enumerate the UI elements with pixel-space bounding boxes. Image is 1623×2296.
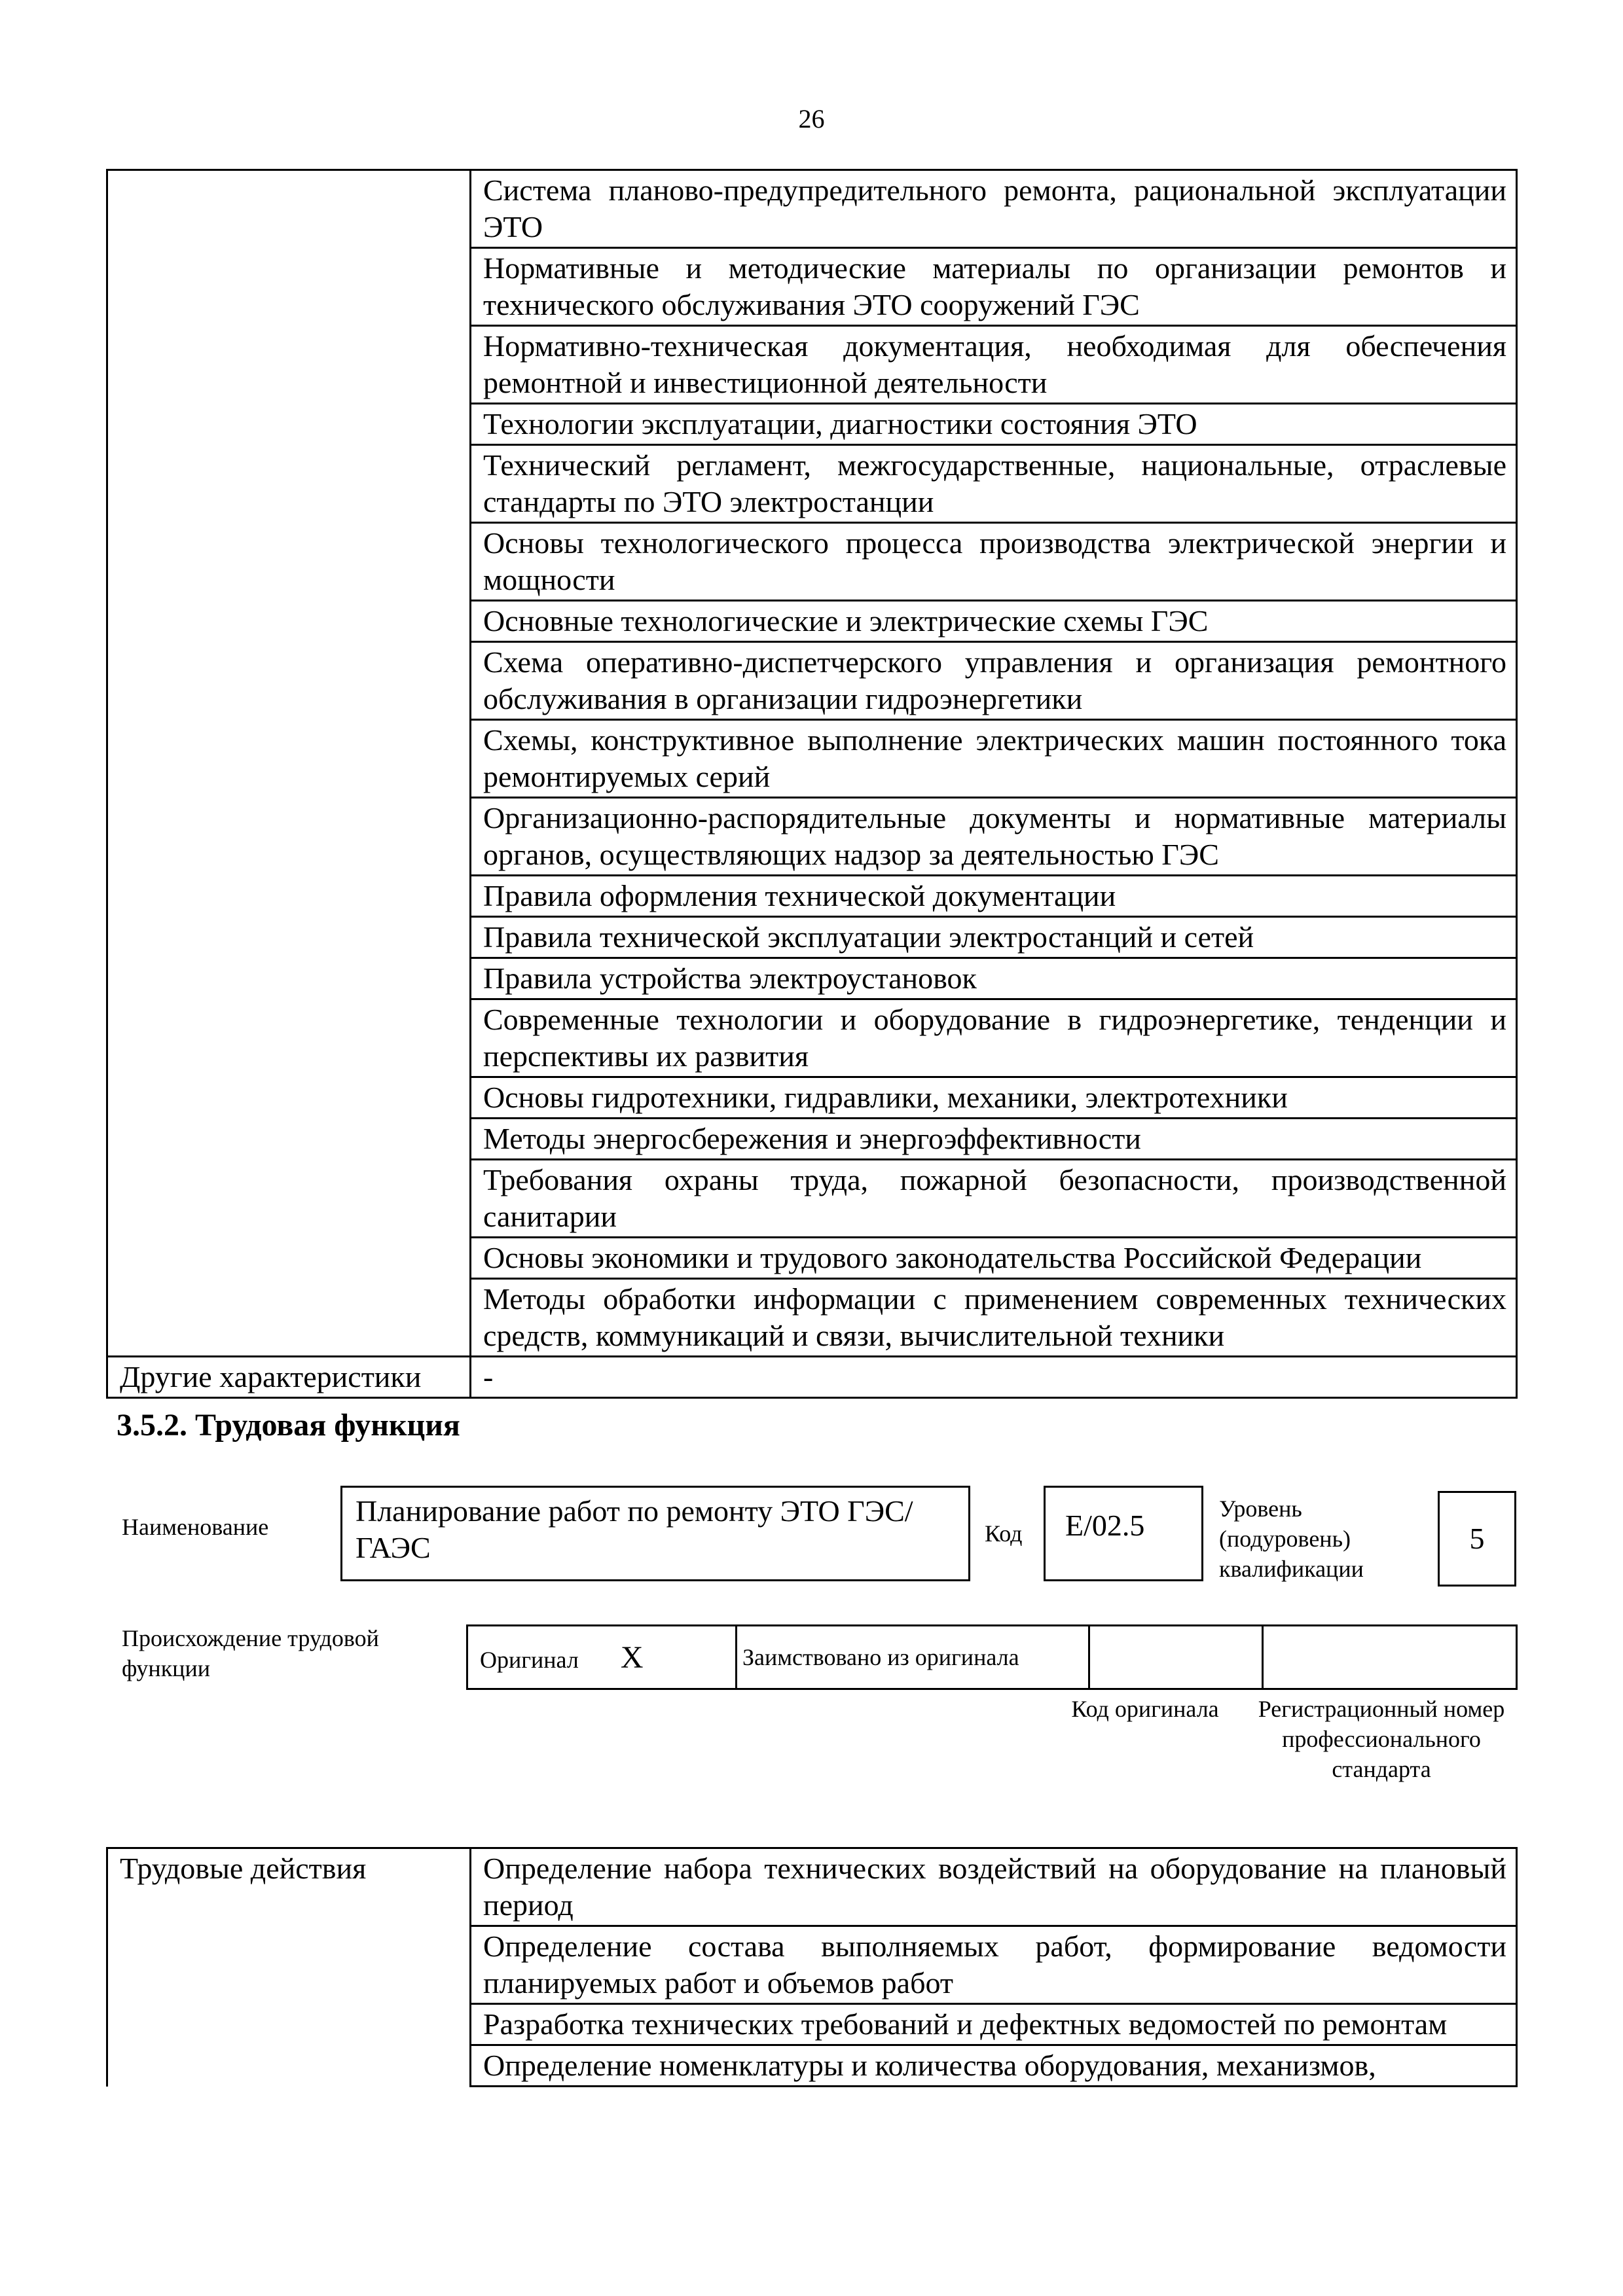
knowledge-label-cell bbox=[107, 170, 471, 248]
knowledge-row bbox=[107, 876, 1517, 917]
knowledge-label-cell bbox=[107, 958, 471, 999]
knowledge-item: Методы энергосбережения и энергоэффективности bbox=[471, 1119, 1517, 1160]
actions-label-cell bbox=[107, 1926, 471, 2004]
knowledge-item: Основы экономики и трудового законодательства Российской Федерации bbox=[471, 1238, 1517, 1279]
knowledge-label-cell bbox=[107, 999, 471, 1077]
action-item: Определение набора технических воздействий на оборудование на плановый период bbox=[471, 1848, 1517, 1926]
knowledge-item: Правила технической эксплуатации электростанций и сетей bbox=[471, 917, 1517, 958]
knowledge-row bbox=[107, 642, 1517, 720]
knowledge-row bbox=[107, 170, 1517, 248]
page-number: 26 bbox=[798, 104, 825, 134]
reg-number-cell bbox=[1263, 1626, 1517, 1689]
code-value: E/02.5 bbox=[1065, 1509, 1145, 1542]
section-heading: 3.5.2. Трудовая функция bbox=[117, 1408, 460, 1443]
knowledge-row bbox=[107, 999, 1517, 1077]
level-value: 5 bbox=[1469, 1522, 1485, 1555]
knowledge-item: Схемы, конструктивное выполнение электрических машин постоянного тока ремонтируемых серий bbox=[471, 720, 1517, 798]
knowledge-item: Основы технологического процесса производства электрической энергии и мощности bbox=[471, 523, 1517, 601]
knowledge-row bbox=[107, 326, 1517, 404]
knowledge-label-cell bbox=[107, 1077, 471, 1119]
knowledge-label-cell bbox=[107, 404, 471, 445]
actions-label: Трудовые действия bbox=[107, 1848, 471, 1926]
knowledge-row bbox=[107, 720, 1517, 798]
knowledge-item: Нормативно-техническая документация, необходимая для обеспечения ремонтной и инвестиционной деятельности bbox=[471, 326, 1517, 404]
knowledge-label-cell bbox=[107, 445, 471, 523]
action-item: Разработка технических требований и дефектных ведомостей по ремонтам bbox=[471, 2004, 1517, 2045]
knowledge-label-cell bbox=[107, 720, 471, 798]
code-original-cell bbox=[1089, 1626, 1263, 1689]
knowledge-item: Современные технологии и оборудование в гидроэнергетике, тенденции и перспективы их развития bbox=[471, 999, 1517, 1077]
knowledge-label-cell bbox=[107, 523, 471, 601]
knowledge-label-cell bbox=[107, 326, 471, 404]
original-cell bbox=[467, 1626, 737, 1689]
other-characteristics-value: - bbox=[471, 1357, 1517, 1398]
knowledge-label-cell bbox=[107, 1119, 471, 1160]
knowledge-item: Организационно-распорядительные документы и нормативные материалы органов, осуществляющих надзор за деятельностью ГЭС bbox=[471, 798, 1517, 876]
knowledge-item: Методы обработки информации с применением современных технических средств, коммуникаций и связи, вычислительной техники bbox=[471, 1279, 1517, 1357]
actions-table bbox=[106, 1847, 1518, 2087]
code-value-box bbox=[1044, 1486, 1203, 1581]
knowledge-item: Схема оперативно-диспетчерского управления и организация ремонтного обслуживания в организации гидроэнергетики bbox=[471, 642, 1517, 720]
actions-label-cell bbox=[107, 2004, 471, 2045]
knowledge-item: Правила оформления технической документации bbox=[471, 876, 1517, 917]
knowledge-row bbox=[107, 1279, 1517, 1357]
knowledge-label-cell bbox=[107, 1279, 471, 1357]
knowledge-row bbox=[107, 1160, 1517, 1238]
other-characteristics-label: Другие характеристики bbox=[107, 1357, 471, 1398]
knowledge-row bbox=[107, 1119, 1517, 1160]
name-value: Планирование работ по ремонту ЭТО ГЭС/ГАЭС bbox=[356, 1494, 913, 1564]
knowledge-label-cell bbox=[107, 1160, 471, 1238]
knowledge-item: Правила устройства электроустановок bbox=[471, 958, 1517, 999]
knowledge-item: Основные технологические и электрические схемы ГЭС bbox=[471, 601, 1517, 642]
knowledge-row bbox=[107, 1077, 1517, 1119]
level-label: Уровень (подуровень) квалификации bbox=[1219, 1496, 1364, 1582]
knowledge-row bbox=[107, 601, 1517, 642]
knowledge-item: Технический регламент, межгосударственные, национальные, отраслевые стандарты по ЭТО электростанции bbox=[471, 445, 1517, 523]
knowledge-row bbox=[107, 404, 1517, 445]
knowledge-row bbox=[107, 958, 1517, 999]
original-mark: X bbox=[620, 1640, 644, 1675]
knowledge-row bbox=[107, 248, 1517, 326]
knowledge-item: Требования охраны труда, пожарной безопасности, производственной санитарии bbox=[471, 1160, 1517, 1238]
knowledge-row bbox=[107, 1238, 1517, 1279]
knowledge-row bbox=[107, 523, 1517, 601]
original-label: Оригинал bbox=[480, 1646, 579, 1673]
actions-label-cell bbox=[107, 2045, 471, 2087]
knowledge-label-cell bbox=[107, 601, 471, 642]
borrowed-label: Заимствовано из оригинала bbox=[742, 1644, 1019, 1670]
action-item: Определение номенклатуры и количества оборудования, механизмов, bbox=[471, 2045, 1517, 2087]
knowledge-label-cell bbox=[107, 917, 471, 958]
action-row bbox=[107, 1848, 1517, 1926]
knowledge-label-cell bbox=[107, 876, 471, 917]
name-value-box bbox=[340, 1486, 970, 1581]
knowledge-item: Нормативные и методические материалы по организации ремонтов и технического обслуживания ЭТО сооружений ГЭС bbox=[471, 248, 1517, 326]
name-label: Наименование bbox=[122, 1514, 269, 1540]
knowledge-label-cell bbox=[107, 642, 471, 720]
action-item: Определение состава выполняемых работ, формирование ведомости планируемых работ и объемов работ bbox=[471, 1926, 1517, 2004]
action-row bbox=[107, 2004, 1517, 2045]
knowledge-row bbox=[107, 917, 1517, 958]
action-row bbox=[107, 2045, 1517, 2087]
knowledge-item: Система планово-предупредительного ремонта, рациональной эксплуатации ЭТО bbox=[471, 170, 1517, 248]
reg-number-caption: Регистрационный номер профессионального стандарта bbox=[1258, 1696, 1505, 1782]
knowledge-label-cell bbox=[107, 1238, 471, 1279]
knowledge-row bbox=[107, 445, 1517, 523]
origin-label: Происхождение трудовой функции bbox=[122, 1625, 379, 1681]
borrowed-cell bbox=[737, 1626, 1089, 1689]
code-original-caption: Код оригинала bbox=[1071, 1696, 1219, 1722]
knowledge-label-cell bbox=[107, 798, 471, 876]
other-characteristics-row bbox=[107, 1357, 1517, 1398]
knowledge-item: Основы гидротехники, гидравлики, механики, электротехники bbox=[471, 1077, 1517, 1119]
knowledge-item: Технологии эксплуатации, диагностики состояния ЭТО bbox=[471, 404, 1517, 445]
knowledge-label-cell bbox=[107, 248, 471, 326]
code-label: Код bbox=[985, 1520, 1023, 1547]
level-value-box bbox=[1438, 1491, 1516, 1587]
knowledge-row bbox=[107, 798, 1517, 876]
origin-table bbox=[466, 1624, 1518, 1690]
action-row bbox=[107, 1926, 1517, 2004]
knowledge-table bbox=[106, 169, 1518, 1399]
